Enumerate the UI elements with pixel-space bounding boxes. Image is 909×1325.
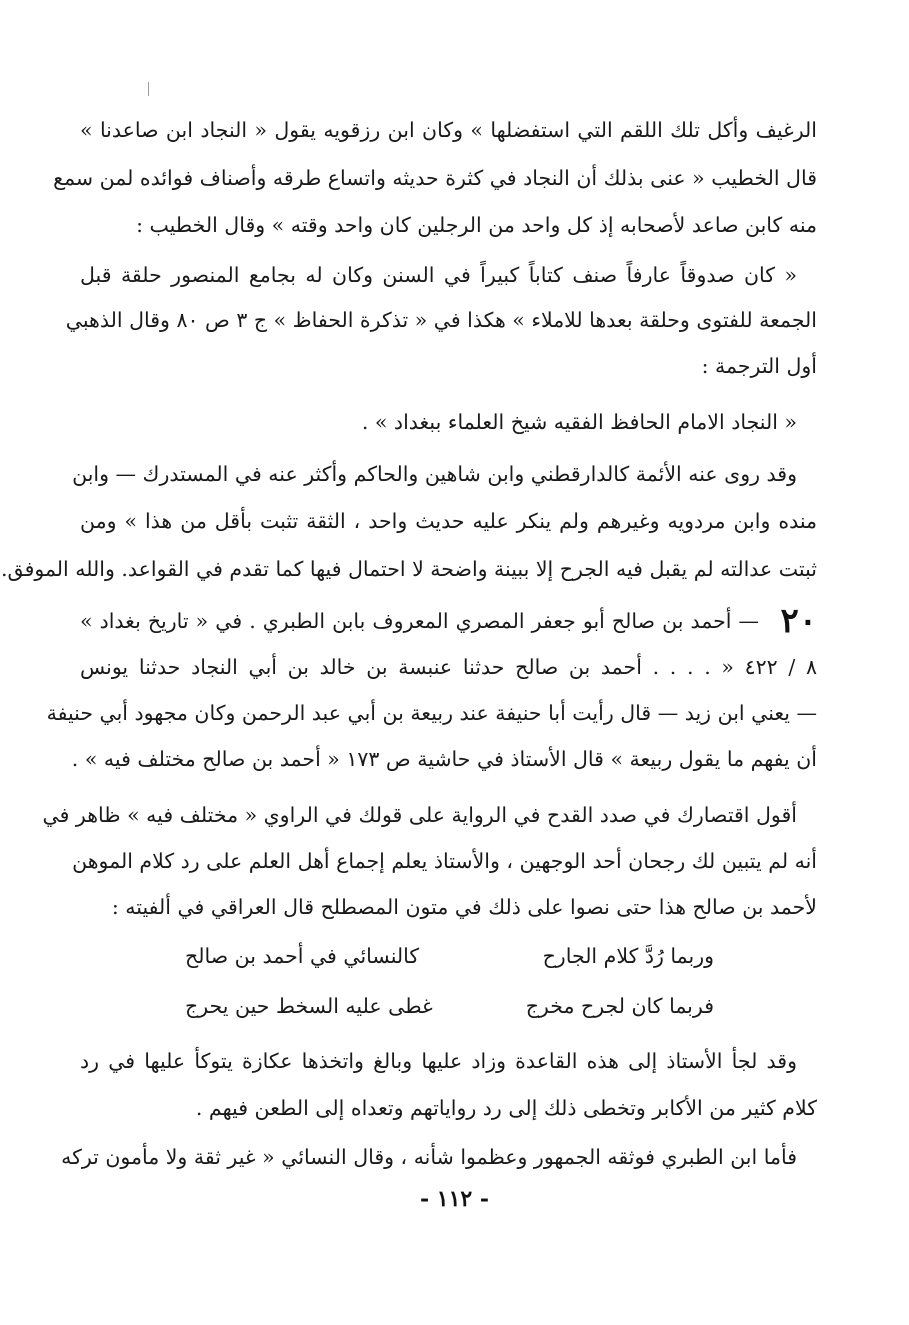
text-line: — يعني ابن زيد — قال رأيت أبا حنيفة عند ربيعة بن أبي عبد الرحمن وكان مجهود أبي حنيفة (46, 701, 817, 725)
verse-hemistich: فربما كان لجرح مخرج (525, 994, 714, 1018)
text-line: الرغيف وأكل تلك اللقم التي استفضلها » وكان ابن رزقويه يقول « النجاد ابن صاعدنا » (80, 118, 817, 142)
text-line: فأما ابن الطبري فوثقه الجمهور وعظموا شأنه ، وقال النسائي « غير ثقة ولا مأمون تركه (61, 1145, 797, 1169)
text-line: وقد روى عنه الأئمة كالدارقطني وابن شاهين والحاكم وأكثر عنه في المستدرك — وابن (72, 462, 797, 486)
quote-line: « النجاد الامام الحافظ الفقيه شيخ العلماء ببغداد » . (361, 410, 797, 434)
text-line: أن يفهم ما يقول ربيعة » قال الأستاذ في حاشية ص ١٧٣ « أحمد بن صالح مختلف فيه » . (71, 747, 817, 771)
text-line: منده وابن مردويه وغيرهم ولم ينكر عليه حديث واحد ، الثقة تثبت بأقل من هذا » ومن (80, 509, 817, 533)
text-line: الجمعة للفتوى وحلقة بعدها للاملاء » هكذا في « تذكرة الحفاظ » ج ٣ ص ٨٠ وقال الذهبي (65, 308, 817, 332)
text-line: ثبتت عدالته لم يقبل فيه الجرح إلا ببينة واضحة لا احتمال فيها كما تقدم في القواعد. والله الموفق. (0, 557, 817, 581)
text-line: ٨ / ٤٢٢ « . . . . أحمد بن صالح حدثنا عنبسة بن خالد بن أبي النجاد حدثنا يونس (80, 655, 817, 679)
verse-hemistich: وربما رُدَّ كلام الجارح (542, 944, 714, 968)
text-line: قال الخطيب « عنى بذلك أن النجاد في كثرة حديثه واتساع طرقه وأصناف فوائده لمن سمع (53, 166, 817, 190)
verse-hemistich: كالنسائي في أحمد بن صالح (185, 944, 420, 968)
entry-number: ٢٠ (780, 601, 817, 641)
entry-heading-line: — أحمد بن صالح أبو جعفر المصري المعروف بابن الطبري . في « تاريخ بغداد » (80, 609, 759, 633)
text-line: أقول اقتصارك في صدد القدح في الرواية على قولك في الراوي « مختلف فيه » ظاهر في (42, 803, 797, 827)
text-line: كلام كثير من الأكابر وتخطى ذلك إلى رد رواياتهم وتعداه إلى الطعن فيهم . (195, 1096, 817, 1120)
page-number: - ١١٢ - (419, 1186, 490, 1212)
scan-speck (148, 82, 149, 96)
text-line: منه كابن صاعد لأصحابه إذ كل واحد من الرجلين كان واحد وقته » وقال الخطيب : (136, 213, 817, 237)
text-line: وقد لجأ الأستاذ إلى هذه القاعدة وزاد عليها وبالغ واتخذها عكازة يتوكأ عليها في رد (80, 1049, 797, 1073)
quote-line: « كان صدوقاً عارفاً صنف كتاباً كبيراً في السنن وكان له بجامع المنصور حلقة قبل (80, 263, 797, 287)
text-line: لأحمد بن صالح هذا حتى نصوا على ذلك في متون المصطلح قال العراقي في ألفيته : (111, 895, 817, 919)
verse-hemistich: غطى عليه السخط حين يحرج (185, 994, 433, 1018)
text-line: أول الترجمة : (701, 354, 817, 378)
text-line: أنه لم يتبين لك رجحان أحد الوجهين ، والأستاذ يعلم إجماع أهل العلم على رد كلام الموهن (72, 849, 817, 873)
